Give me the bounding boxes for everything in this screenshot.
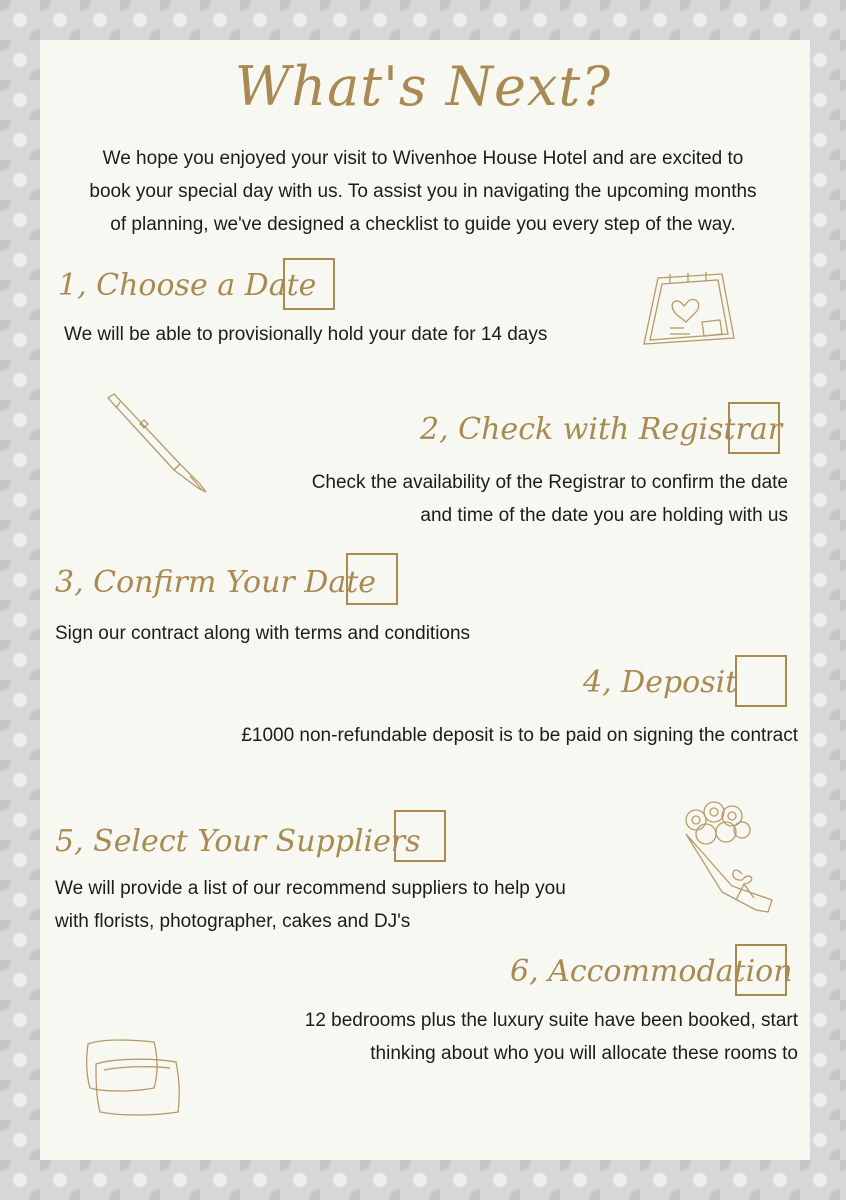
step-2-line: Check the availability of the Registrar to confirm the date — [311, 472, 788, 493]
step-5-heading: 5, Select Your Suppliers — [55, 824, 421, 859]
flower-bouquet-icon — [676, 800, 776, 916]
intro-line: of planning, we've designed a checklist to guide you every step of the way. — [110, 214, 736, 235]
step-5-line: We will provide a list of our recommend suppliers to help you — [55, 878, 566, 899]
step-3-checkbox[interactable] — [346, 553, 398, 605]
step-1-checkbox[interactable] — [283, 258, 335, 310]
step-5-line: with florists, photographer, cakes and DJ's — [55, 911, 411, 932]
step-1-heading: 1, Choose a Date — [58, 268, 317, 303]
step-4-description: £1000 non-refundable deposit is to be paid on signing the contract — [241, 725, 798, 746]
step-4-checkbox[interactable] — [735, 655, 787, 707]
step-6-line: 12 bedrooms plus the luxury suite have been booked, start — [304, 1010, 798, 1031]
step-5-checkbox[interactable] — [394, 810, 446, 862]
intro-line: We hope you enjoyed your visit to Wivenhoe House Hotel and are excited to — [102, 148, 744, 169]
intro-line: book your special day with us. To assist you in navigating the upcoming months — [89, 181, 757, 202]
pillows-icon — [84, 1038, 184, 1118]
step-2-checkbox[interactable] — [728, 402, 780, 454]
step-3-heading: 3, Confirm Your Date — [55, 565, 377, 600]
calendar-heart-icon — [640, 270, 736, 350]
step-2-heading: 2, Check with Registrar — [420, 412, 783, 447]
step-6-line: thinking about who you will allocate these rooms to — [370, 1043, 798, 1064]
step-1-description: We will be able to provisionally hold your date for 14 days — [64, 324, 548, 345]
step-5-description — [55, 872, 566, 938]
step-4-heading: 4, Deposit — [583, 665, 738, 700]
step-2-line: and time of the date you are holding with us — [420, 505, 788, 526]
fountain-pen-icon — [104, 392, 214, 496]
step-6-heading: 6, Accommodation — [510, 954, 793, 989]
intro-paragraph — [40, 142, 806, 241]
step-6-description — [305, 1004, 798, 1070]
step-2-description — [312, 466, 788, 532]
step-3-description: Sign our contract along with terms and conditions — [55, 623, 471, 644]
step-6-checkbox[interactable] — [735, 944, 787, 996]
page-title: What's Next? — [234, 55, 612, 118]
